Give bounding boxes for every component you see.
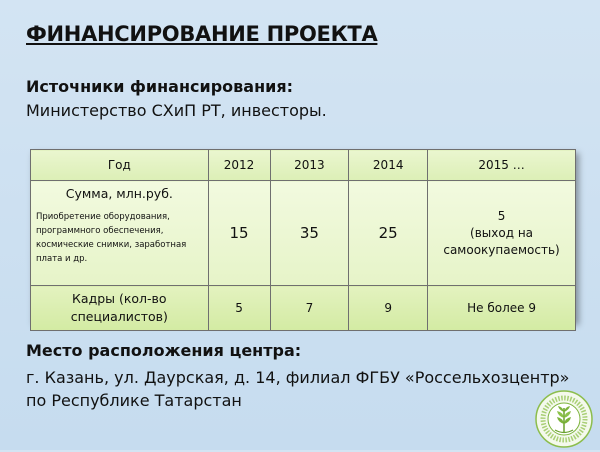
header-2012: 2012	[208, 150, 270, 181]
header-year: Год	[31, 150, 209, 181]
staff-2012: 5	[208, 286, 270, 331]
header-2014: 2014	[349, 150, 428, 181]
location-heading: Место расположения центра:	[26, 341, 302, 360]
staff-2014: 9	[349, 286, 428, 331]
staff-label-1: Кадры (кол-во	[72, 291, 167, 306]
staff-label-cell	[31, 286, 209, 331]
funding-sources-heading: Источники финансирования:	[26, 77, 294, 96]
staff-label-2: специалистов)	[70, 309, 168, 324]
rosselkhozcenter-emblem-icon	[535, 390, 593, 448]
funding-table	[30, 149, 576, 331]
header-2015: 2015 …	[428, 150, 576, 181]
page-title: ФИНАНСИРОВАНИЕ ПРОЕКТА	[26, 22, 378, 46]
table-header-row	[31, 150, 576, 181]
amount-2013: 35	[270, 181, 349, 286]
funding-sources-text: Министерство СХиП РТ, инвесторы.	[26, 101, 327, 120]
funding-table-wrapper	[30, 149, 576, 324]
amount-2015-note-2: самоокупаемость)	[443, 242, 560, 257]
amount-label: Сумма, млн.руб.	[65, 186, 173, 201]
amount-2015: 5	[497, 208, 506, 223]
table-row-staff	[31, 286, 576, 331]
location-line-1: г. Казань, ул. Даурская, д. 14, филиал ФГБУ «Россельхозцентр»	[26, 368, 570, 387]
amount-sublabel: Приобретение оборудования, программного обеспечения, космические снимки, заработная плата и др.	[36, 212, 187, 264]
amount-2015-note-1: (выход на	[470, 225, 534, 240]
location-line-2: по Республике Татарстан	[26, 391, 242, 410]
table-row-amount	[31, 181, 576, 286]
amount-2015-cell	[428, 181, 576, 286]
staff-2013: 7	[270, 286, 349, 331]
staff-2015: Не более 9	[428, 286, 576, 331]
header-2013: 2013	[270, 150, 349, 181]
amount-2014: 25	[349, 181, 428, 286]
amount-label-cell	[31, 181, 209, 286]
amount-2012: 15	[208, 181, 270, 286]
